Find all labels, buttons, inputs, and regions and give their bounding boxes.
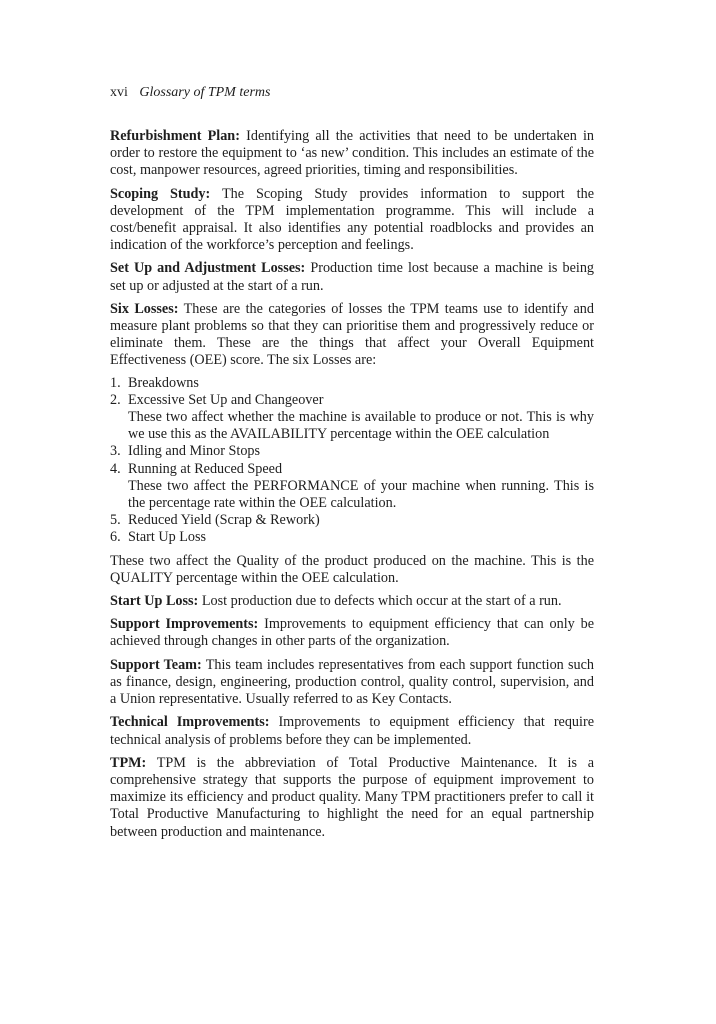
- list-item: 5. Reduced Yield (Scrap & Rework): [110, 512, 320, 529]
- glossary-entry-support-team: [110, 657, 594, 709]
- glossary-term: Technical Improvements:: [110, 714, 270, 731]
- page-number: xvi: [110, 85, 128, 100]
- glossary-term: Support Team:: [110, 656, 202, 673]
- glossary-definition: Production time lost because a machine is being set up or adjusted at the start of a run.: [110, 260, 595, 294]
- glossary-entry-support-improvements: [110, 616, 594, 650]
- glossary-term: Start Up Loss:: [110, 593, 199, 610]
- glossary-entry-refurbishment-plan: [110, 128, 594, 180]
- list-item: 2. Excessive Set Up and Changeover: [110, 391, 324, 408]
- list-note: These two affect the PERFORMANCE of your machine when running. This is the percentage rate within the OEE calculation.: [128, 477, 594, 512]
- glossary-entry-technical-improvements: [110, 714, 594, 748]
- list-item: 1. Breakdowns: [110, 374, 199, 391]
- glossary-definition: The Scoping Study provides information to support the development of the TPM implementation programme. This will include a cost/benefit appraisal. It also identifies any potential roadblocks and provides an indication of the workforce’s perception and feelings.: [110, 185, 594, 254]
- list-item: 6. Start Up Loss: [110, 529, 207, 546]
- glossary-definition: This team includes representatives from each support function such as finance, design, engineering, production control, quality control, supervision, and a Union representative. Usually referred to as Key Contacts.: [110, 656, 594, 708]
- list-item: 3. Idling and Minor Stops: [110, 443, 261, 460]
- glossary-term: Six Losses:: [110, 300, 179, 317]
- glossary-entry-six-losses: [110, 301, 594, 370]
- glossary-term: TPM:: [110, 754, 147, 771]
- glossary-term: Refurbishment Plan:: [110, 128, 240, 144]
- glossary-entry-start-up-loss: [110, 593, 594, 610]
- glossary-term: Support Improvements:: [110, 616, 259, 633]
- six-losses-footer: These two affect the Quality of the product produced on the machine. This is the QUALITY percentage within the OEE calculation.: [110, 552, 594, 586]
- glossary-term: Set Up and Adjustment Losses:: [110, 260, 306, 277]
- glossary-term: Scoping Study:: [110, 185, 211, 202]
- glossary-definition: Identifying all the activities that need to be undertaken in order to restore the equipment to ‘as new’ condition. This includes an estimate of the cost, manpower resources, agreed priorities, timing and responsibilities.: [110, 128, 595, 179]
- glossary-definition: Improvements to equipment efficiency that require technical analysis of problems before they can be implemented.: [110, 714, 594, 748]
- six-losses-list: [110, 375, 594, 547]
- list-item: 4. Running at Reduced Speed: [110, 460, 283, 477]
- running-title: Glossary of TPM terms: [139, 85, 271, 100]
- glossary-definition: Improvements to equipment efficiency that can only be achieved through changes in other parts of the organization.: [110, 616, 594, 650]
- glossary-entry-set-up-losses: [110, 260, 594, 294]
- glossary-entry-scoping-study: [110, 186, 594, 255]
- glossary-definition: Lost production due to defects which occur at the start of a run.: [201, 593, 562, 610]
- glossary-definition: These are the categories of losses the TPM teams use to identify and measure plant problems so that they can prioritise them and progressively reduce or eliminate them. These are the things that affect your Overall Equipment Effectiveness (OEE) score. The six Losses are:: [110, 300, 594, 369]
- glossary-entry-tpm: [110, 755, 594, 841]
- running-header: [110, 84, 594, 102]
- list-note: These two affect whether the machine is available to produce or not. This is why we use this as the AVAILABILITY percentage within the OEE calculation: [128, 409, 594, 443]
- glossary-definition: TPM is the abbreviation of Total Productive Maintenance. It is a comprehensive strategy that supports the purpose of equipment improvement to maximize its efficiency and product quality. Many TPM practitioners prefer to call it Total Productive Manufacturing to highlight the need for an equal partnership between production and maintenance.: [110, 754, 594, 840]
- book-page: [110, 84, 594, 847]
